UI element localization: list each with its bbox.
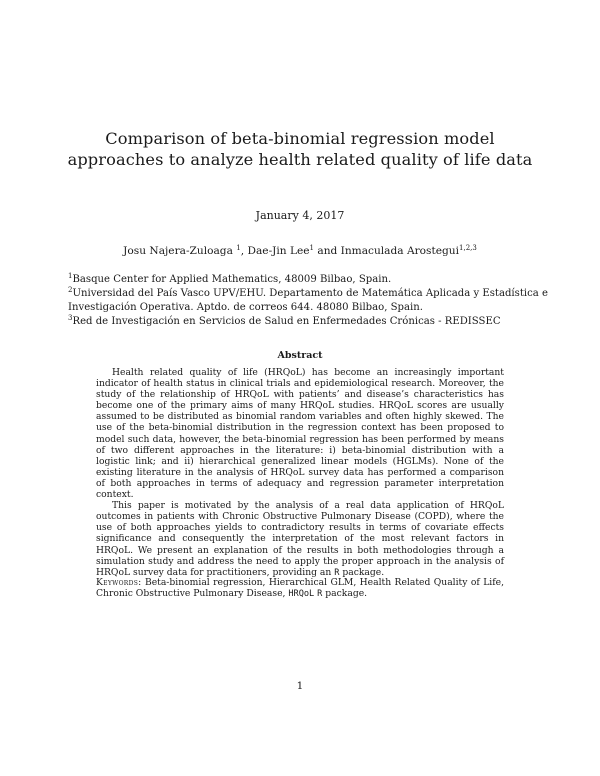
author-affiliation-mark: 1 [236,244,241,252]
author-separator: , [240,245,248,257]
affiliation [68,286,548,301]
keywords-label: Keywords: [96,577,142,588]
abstract-heading: Abstract [277,350,323,361]
code-r: R [334,567,340,578]
abstract-text: package. [339,566,385,578]
affiliation-text: Red de Investigación en Servicios de Salud en Enfermedades Crónicas - REDISSEC [72,316,501,327]
keywords [96,577,504,600]
author-separator: and [314,245,341,257]
abstract-paragraph: Health related quality of life (HRQoL) has become an increasingly important indicator of health status in clinical trials and epidemiological research. Moreover, the study of the relationship of HRQoL with patients’ and disease’s characteristics has become one of the primary aims of many HRQoL studies. HRQoL scores are usually assumed to be distributed as binomial random variables and often highly skewed. The use of the beta-binomial distribution in the regression context has been proposed to model such data, however, the beta-binomial regression has been performed by means of two different approaches in the literature: i) beta-binomial distribution with a logistic link; and ii) hierarchical generalized linear models (HGLMs). None of the existing literature in the analysis of HRQoL survey data has performed a comparison of both approaches in terms of adequacy and regression parameter interpretation context. [96,367,504,501]
affiliation-mark: 3 [68,314,73,322]
affiliation-mark: 2 [68,286,73,294]
affiliation [68,315,538,329]
author-name: Josu Najera-Zuloaga [123,245,233,257]
code-r: R [317,589,323,600]
affiliation-text: Investigación Operativa. Aptdo. de correos 644. 48080 Bilbao, Spain. [68,302,423,313]
affiliation-text: Universidad del País Vasco UPV/EHU. Departamento de Matemática Aplicada y Estadística e [72,288,548,299]
code-hrqol: HRQoL [288,589,315,600]
author-name: Dae-Jin Lee [247,245,310,257]
affiliation-list [68,272,548,329]
abstract-body [96,367,504,579]
affiliation [68,273,538,287]
abstract-text: This paper is motivated by the analysis of a real data application of HRQoL outcomes in patients with Chronic Obstructive Pulmonary Disease (COPD), where the use of both approaches yields to contradictory results in terms of covariate effects significance and consequently the interpretation of the most relevant factors in HRQoL. We present an explanation of the results in both methodologies through a simulation study and address the need to apply the proper approach in the analysis of HRQoL survey data for practitioners, providing an [96,500,504,578]
author-list [0,245,600,257]
keywords-text: Beta-binomial regression, Hierarchical GLM, Health Related Quality of Life, Chronic Obstructive Pulmonary Disease, [96,577,504,600]
keywords-text: package. [322,588,368,600]
page-number: 1 [296,680,304,692]
paper-title: Comparison of beta-binomial regression model approaches to analyze health related quality of life data [67,129,533,169]
author-name: Inmaculada Arostegui [340,245,460,257]
author-affiliation-mark: 1 [309,244,315,252]
abstract-paragraph [96,500,504,579]
affiliation-text: Basque Center for Applied Mathematics, 48009 Bilbao, Spain. [72,274,392,285]
affiliation-mark: 1 [68,272,73,280]
affiliation-continuation [68,301,538,315]
paper-date: January 4, 2017 [255,209,345,222]
author-affiliation-mark: 1,2,3 [459,244,477,252]
